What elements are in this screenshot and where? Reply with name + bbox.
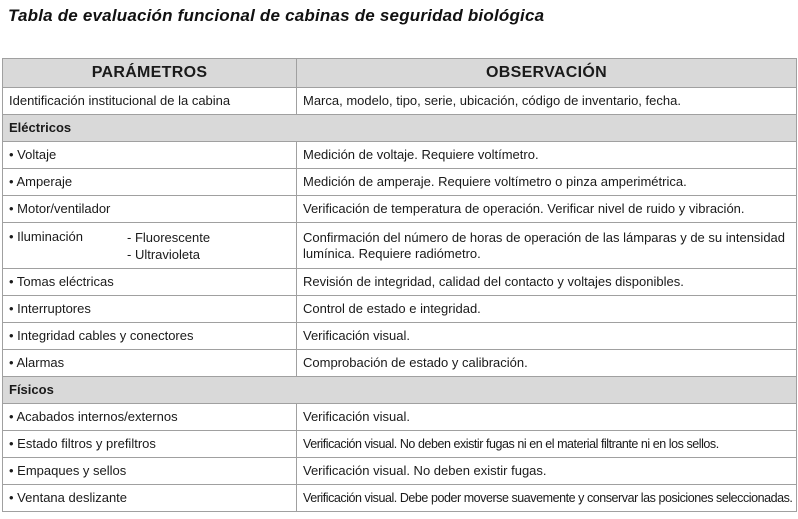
sub-item-fluorescente: - Fluorescente — [127, 229, 211, 245]
observation-cell: Verificación de temperatura de operación. Verificar nivel de ruido y vibración. — [297, 196, 797, 223]
table-row — [3, 431, 797, 458]
param-cell: • Tomas eléctricas — [3, 269, 297, 296]
param-cell: • Alarmas — [3, 350, 297, 377]
param-cell: • Ventana deslizante — [3, 485, 297, 512]
observation-cell: Verificación visual. Debe poder moverse suavemente y conservar las posiciones seleccionadas. — [297, 485, 797, 512]
observation-cell: Medición de voltaje. Requiere voltímetro. — [297, 142, 797, 169]
table-row — [3, 404, 797, 431]
observation-cell: Verificación visual. No deben existir fugas ni en el material filtrante ni en los sellos. — [297, 431, 797, 458]
page-title: Tabla de evaluación funcional de cabinas de seguridad biológica — [8, 6, 545, 25]
param-cell: • Voltaje — [3, 142, 297, 169]
table-row — [3, 350, 797, 377]
table-row-iluminacion — [3, 223, 797, 269]
param-cell: • Amperaje — [3, 169, 297, 196]
param-cell: • Integridad cables y conectores — [3, 323, 297, 350]
param-cell: • Estado filtros y prefiltros — [3, 431, 297, 458]
table-row — [3, 323, 797, 350]
observation-cell: Marca, modelo, tipo, serie, ubicación, código de inventario, fecha. — [297, 88, 797, 115]
table-row — [3, 458, 797, 485]
table-row — [3, 269, 797, 296]
table-header-row — [3, 59, 797, 88]
header-observacion: OBSERVACIÓN — [297, 59, 797, 88]
observation-cell: Comprobación de estado y calibración. — [297, 350, 797, 377]
param-cell — [3, 223, 297, 269]
param-cell: • Motor/ventilador — [3, 196, 297, 223]
table-row — [3, 169, 797, 196]
table-row — [3, 485, 797, 512]
sub-item-ultravioleta: - Ultravioleta — [127, 246, 200, 262]
observation-cell: Revisión de integridad, calidad del contacto y voltajes disponibles. — [297, 269, 797, 296]
observation-cell: Confirmación del número de horas de operación de las lámparas y de su intensidad lumínica. Requiere radiómetro. — [297, 223, 797, 269]
section-label: Físicos — [3, 377, 797, 404]
param-sublist — [127, 229, 210, 263]
observation-cell: Verificación visual. No deben existir fugas. — [297, 458, 797, 485]
param-label: • Iluminación — [9, 228, 83, 244]
table-row — [3, 142, 797, 169]
section-row-electricos — [3, 115, 797, 142]
observation-cell: Verificación visual. — [297, 323, 797, 350]
section-label: Eléctricos — [3, 115, 797, 142]
param-cell: • Empaques y sellos — [3, 458, 297, 485]
param-cell: • Interruptores — [3, 296, 297, 323]
param-cell: Identificación institucional de la cabina — [3, 88, 297, 115]
section-row-fisicos — [3, 377, 797, 404]
table-row — [3, 296, 797, 323]
observation-cell: Verificación visual. — [297, 404, 797, 431]
table-row — [3, 196, 797, 223]
observation-cell: Control de estado e integridad. — [297, 296, 797, 323]
table-row-identification — [3, 88, 797, 115]
header-parametros: PARÁMETROS — [3, 59, 297, 88]
param-cell: • Acabados internos/externos — [3, 404, 297, 431]
observation-cell: Medición de amperaje. Requiere voltímetro o pinza amperimétrica. — [297, 169, 797, 196]
evaluation-table — [2, 58, 797, 512]
